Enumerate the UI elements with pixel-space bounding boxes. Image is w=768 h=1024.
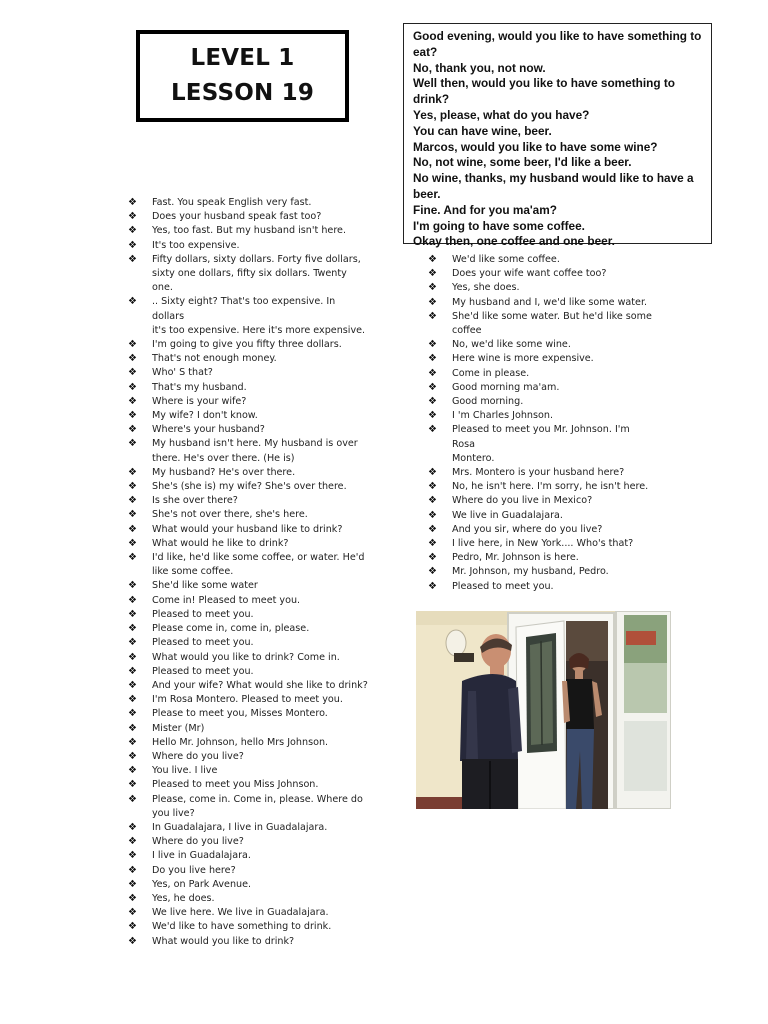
phrase-text-line: there. He's over there. (He is) <box>152 452 295 464</box>
bullet-icon: ❖ <box>128 438 137 450</box>
bullet-icon: ❖ <box>128 509 137 521</box>
phrase-text-line: Fifty dollars, sixty dollars. Forty five dollars, <box>152 253 361 265</box>
phrase-text-line: Hello Mr. Johnson, hello Mrs Johnson. <box>152 736 329 748</box>
bullet-icon: ❖ <box>128 594 137 606</box>
phrase-text-line: Pleased to meet you Miss Johnson. <box>152 779 319 791</box>
phrase-text-line: Where do you live in Mexico? <box>452 495 593 507</box>
bullet-icon: ❖ <box>428 523 437 535</box>
phrase-list-item <box>128 508 368 522</box>
phrase-text-line: like some coffee. <box>152 566 234 578</box>
phrase-text-line: And you sir, where do you live? <box>452 523 603 535</box>
phrase-text-line: No, he isn't here. I'm sorry, he isn't here. <box>452 481 649 493</box>
bullet-icon: ❖ <box>128 694 137 706</box>
phrase-list-item <box>128 537 368 551</box>
phrase-list-item <box>128 608 368 622</box>
bullet-icon: ❖ <box>428 467 437 479</box>
phrase-list-item <box>128 892 368 906</box>
phrase-text-line: She's not over there, she's here. <box>152 509 308 521</box>
phrase-list-item <box>128 295 368 338</box>
bullet-icon: ❖ <box>428 424 437 436</box>
phrase-list-item <box>428 580 653 594</box>
bullet-icon: ❖ <box>128 239 137 251</box>
phrase-list-item <box>428 367 653 381</box>
bullet-icon: ❖ <box>128 523 137 535</box>
phrase-list-item <box>128 693 368 707</box>
phrase-list-item <box>428 296 653 310</box>
phrase-text-line: Where's your husband? <box>152 424 265 436</box>
phrase-list-item <box>428 466 653 480</box>
phrase-list-item <box>128 878 368 892</box>
phrase-list-item <box>128 750 368 764</box>
phrase-text-line: My husband isn't here. My husband is over <box>152 438 358 450</box>
phrase-text-line: She's (she is) my wife? She's over there. <box>152 481 347 493</box>
level-heading: LEVEL 1 <box>190 45 295 71</box>
bullet-icon: ❖ <box>128 225 137 237</box>
phrase-list-item <box>428 281 653 295</box>
phrase-list-item <box>428 423 653 466</box>
phrase-list-item <box>128 466 368 480</box>
bullet-icon: ❖ <box>128 623 137 635</box>
phrase-text-line: Mrs. Montero is your husband here? <box>452 467 625 479</box>
phrase-list-left <box>128 196 368 949</box>
phrase-text-line: Pleased to meet you. <box>152 608 254 620</box>
phrase-text-line: What would you like to drink? <box>152 935 295 947</box>
bullet-icon: ❖ <box>128 765 137 777</box>
bullet-icon: ❖ <box>128 779 137 791</box>
phrase-text-line: I live here, in New York.... Who's that? <box>452 538 634 550</box>
phrase-text-line: Please to meet you, Misses Montero. <box>152 708 328 720</box>
bullet-icon: ❖ <box>128 381 137 393</box>
phrase-text-line: Please come in, come in, please. <box>152 623 310 635</box>
bullet-icon: ❖ <box>128 424 137 436</box>
phrase-list-item <box>428 381 653 395</box>
bullet-icon: ❖ <box>128 466 137 478</box>
phrase-list-item <box>128 906 368 920</box>
phrase-text-line: Yes, too fast. But my husband isn't here. <box>152 225 347 237</box>
phrase-text-line: We live here. We live in Guadalajara. <box>152 907 329 919</box>
phrase-text-line: Where do you live? <box>152 836 244 848</box>
bullet-icon: ❖ <box>428 396 437 408</box>
phrase-text-line: I'm going to give you fifty three dollars. <box>152 339 342 351</box>
phrase-list-item <box>128 849 368 863</box>
bullet-icon: ❖ <box>428 367 437 379</box>
bullet-icon: ❖ <box>428 495 437 507</box>
phrase-text-line: I 'm Charles Johnson. <box>452 410 553 422</box>
phrase-text-line: Please, come in. Come in, please. Where do <box>152 793 363 805</box>
phrase-text-line: Does your husband speak fast too? <box>152 211 322 223</box>
bullet-icon: ❖ <box>128 722 137 734</box>
phrase-list-item <box>128 722 368 736</box>
dialog-line: Well then, would you like to have something to drink? <box>413 76 679 107</box>
phrase-text-line: Mr. Johnson, my husband, Pedro. <box>452 566 609 578</box>
phrase-list-item <box>128 551 368 579</box>
bullet-icon: ❖ <box>428 566 437 578</box>
bullet-icon: ❖ <box>128 708 137 720</box>
phrase-list-item <box>428 494 653 508</box>
bullet-icon: ❖ <box>128 836 137 848</box>
phrase-text-line: Pleased to meet you. <box>452 580 554 592</box>
bullet-icon: ❖ <box>128 339 137 351</box>
phrase-list-item <box>128 707 368 721</box>
phrase-text-line: Montero. <box>452 452 495 464</box>
bullet-icon: ❖ <box>128 935 137 947</box>
dialog-line: No, not wine, some beer, I'd like a beer. <box>413 155 632 170</box>
phrase-text-line: Is she over there? <box>152 495 238 507</box>
phrase-text-line: I live in Guadalajara. <box>152 850 251 862</box>
dialog-line: I'm going to have some coffee. <box>413 218 585 233</box>
phrase-list-item <box>428 551 653 565</box>
phrase-list-item <box>128 224 368 238</box>
bullet-icon: ❖ <box>128 253 137 265</box>
phrase-text-line: Good morning ma'am. <box>452 381 560 393</box>
phrase-text-line: In Guadalajara, I live in Guadalajara. <box>152 821 328 833</box>
dialog-line: Good evening, would you like to have something to <box>413 29 702 43</box>
phrase-text-line: It's too expensive. <box>152 239 240 251</box>
phrase-list-item <box>428 267 653 281</box>
phrase-list-item <box>128 920 368 934</box>
phrase-text-line: We'd like some coffee. <box>452 254 560 265</box>
phrase-list-item <box>128 210 368 224</box>
phrase-text-line: My husband? He's over there. <box>152 466 296 478</box>
phrase-text-line: Pleased to meet you. <box>152 637 254 649</box>
bullet-icon: ❖ <box>428 353 437 365</box>
phrase-text-line: Where is your wife? <box>152 395 247 407</box>
phrase-text-line: you live? <box>152 807 195 819</box>
phrase-list-item <box>128 381 368 395</box>
phrase-text-line: Pedro, Mr. Johnson is here. <box>452 552 579 564</box>
bullet-icon: ❖ <box>428 296 437 308</box>
phrase-text-line: sixty one dollars, fifty six dollars. Twenty one. <box>152 268 347 294</box>
phrase-list-item <box>128 423 368 437</box>
phrase-text-line: What would you like to drink? Come in. <box>152 651 340 663</box>
bullet-icon: ❖ <box>128 367 137 379</box>
bullet-icon: ❖ <box>128 907 137 919</box>
phrase-text-line: That's not enough money. <box>152 353 277 365</box>
phrase-list-item <box>128 579 368 593</box>
phrase-list-item <box>428 352 653 366</box>
phrase-text-line: We'd like to have something to drink. <box>152 921 332 933</box>
phrase-list-item <box>128 409 368 423</box>
phrase-list-item <box>128 594 368 608</box>
phrase-list-item <box>128 864 368 878</box>
phrase-list-item <box>428 395 653 409</box>
phrase-list-item <box>128 523 368 537</box>
phrase-list-item <box>128 679 368 693</box>
phrase-list-item <box>128 821 368 835</box>
phrase-text-line: I'm Rosa Montero. Pleased to meet you. <box>152 694 343 706</box>
phrase-text-line: Come in please. <box>452 367 530 379</box>
bullet-icon: ❖ <box>428 509 437 521</box>
phrase-list-item <box>428 310 653 338</box>
phrase-text-line: Come in! Pleased to meet you. <box>152 594 301 606</box>
dialog-line: eat? <box>413 44 438 59</box>
phrase-text-line: coffee <box>452 325 482 337</box>
bullet-icon: ❖ <box>128 537 137 549</box>
phrase-text-line: Who' S that? <box>152 367 213 379</box>
bullet-icon: ❖ <box>128 552 137 564</box>
bullet-icon: ❖ <box>128 878 137 890</box>
phrase-text-line: Pleased to meet you. <box>152 665 254 677</box>
phrase-list-right <box>428 253 653 594</box>
phrase-text-line: What would he like to drink? <box>152 537 289 549</box>
phrase-list-item <box>428 253 653 267</box>
bullet-icon: ❖ <box>128 637 137 649</box>
phrase-list-item <box>128 764 368 778</box>
phrase-text-line: Do you live here? <box>152 864 236 876</box>
bullet-icon: ❖ <box>128 197 137 208</box>
phrase-text-line: Here wine is more expensive. <box>452 353 594 365</box>
phrase-list-item <box>128 636 368 650</box>
phrase-list-item <box>128 935 368 949</box>
phrase-list-item <box>128 395 368 409</box>
bullet-icon: ❖ <box>428 310 437 322</box>
phrase-list-item <box>428 537 653 551</box>
phrase-list-item <box>128 665 368 679</box>
bullet-icon: ❖ <box>128 679 137 691</box>
dialog-line: No, thank you, not now. <box>413 60 546 75</box>
phrase-list-item <box>128 736 368 750</box>
bullet-icon: ❖ <box>428 339 437 351</box>
bullet-icon: ❖ <box>128 665 137 677</box>
phrase-text-line: That's my husband. <box>152 381 247 393</box>
lesson-heading: LESSON 19 <box>170 80 315 106</box>
phrase-list-item <box>128 651 368 665</box>
phrase-list-item <box>128 778 368 792</box>
bullet-icon: ❖ <box>128 495 137 507</box>
bullet-icon: ❖ <box>128 296 137 308</box>
phrase-list-item <box>128 366 368 380</box>
phrase-text-line: My wife? I don't know. <box>152 410 258 422</box>
phrase-list-item <box>428 523 653 537</box>
phrase-list-item <box>128 239 368 253</box>
bullet-icon: ❖ <box>128 651 137 663</box>
phrase-list-item <box>128 253 368 296</box>
phrase-list-item <box>428 565 653 579</box>
bullet-icon: ❖ <box>428 481 437 493</box>
dialog-line: Yes, please, what do you have? <box>413 107 590 122</box>
bullet-icon: ❖ <box>128 736 137 748</box>
phrase-text-line: Where do you live? <box>152 750 244 762</box>
phrase-text-line: .. Sixty eight? That's too expensive. In dollars <box>152 296 336 322</box>
phrase-text-line: Mister (Mr) <box>152 722 205 734</box>
bullet-icon: ❖ <box>128 864 137 876</box>
bullet-icon: ❖ <box>128 892 137 904</box>
bullet-icon: ❖ <box>428 410 437 422</box>
phrase-list-item <box>128 835 368 849</box>
bullet-icon: ❖ <box>428 254 437 265</box>
phrase-list-item <box>428 509 653 523</box>
dialog-line: You can have wine, beer. <box>413 123 552 138</box>
dialog-line: No wine, thanks, my husband would like to have a <box>413 171 694 186</box>
bullet-icon: ❖ <box>128 211 137 223</box>
dialog-line: Fine. And for you ma'am? <box>413 202 557 217</box>
phrase-text-line: She'd like some water <box>152 580 258 592</box>
bullet-icon: ❖ <box>428 268 437 280</box>
phrase-list-item <box>128 793 368 821</box>
bullet-icon: ❖ <box>128 410 137 422</box>
bullet-icon: ❖ <box>128 821 137 833</box>
bullet-icon: ❖ <box>128 580 137 592</box>
bullet-icon: ❖ <box>428 282 437 294</box>
dialog-box <box>403 23 712 249</box>
bullet-icon: ❖ <box>128 750 137 762</box>
phrase-list-item <box>428 480 653 494</box>
phrase-text-line: Yes, she does. <box>452 282 520 294</box>
bullet-icon: ❖ <box>128 608 137 620</box>
phrase-list-item <box>128 352 368 366</box>
phrase-text-line: And your wife? What would she like to drink? <box>152 679 368 691</box>
phrase-text-line: We live in Guadalajara. <box>452 509 563 521</box>
phrase-text-line: Yes, on Park Avenue. <box>152 878 252 890</box>
bullet-icon: ❖ <box>428 580 437 592</box>
phrase-list-item <box>428 338 653 352</box>
bullet-icon: ❖ <box>128 921 137 933</box>
bullet-icon: ❖ <box>128 353 137 365</box>
phrase-text-line: Fast. You speak English very fast. <box>152 197 312 208</box>
phrase-text-line: Pleased to meet you Mr. Johnson. I'm Rosa <box>452 424 630 450</box>
phrase-text-line: Does your wife want coffee too? <box>452 268 607 280</box>
phrase-text-line: You live. I live <box>152 765 218 777</box>
bullet-icon: ❖ <box>428 552 437 564</box>
bullet-icon: ❖ <box>128 793 137 805</box>
phrase-list-item <box>128 622 368 636</box>
bullet-icon: ❖ <box>128 395 137 407</box>
phrase-text-line: She'd like some water. But he'd like some <box>452 310 652 322</box>
bullet-icon: ❖ <box>128 850 137 862</box>
phrase-text-line: Yes, he does. <box>152 892 215 904</box>
phrase-text-line: My husband and I, we'd like some water. <box>452 296 648 308</box>
bullet-icon: ❖ <box>128 481 137 493</box>
phrase-text-line: No, we'd like some wine. <box>452 339 571 351</box>
phrase-list-item <box>128 196 368 210</box>
phrase-list-item <box>128 480 368 494</box>
phrase-text-line: I'd like, he'd like some coffee, or water. He'd <box>152 552 365 564</box>
dialog-line: Okay then, one coffee and one beer. <box>413 234 615 249</box>
phrase-text-line: Good morning. <box>452 396 524 408</box>
phrase-text-line: What would your husband like to drink? <box>152 523 343 535</box>
dialog-line: Marcos, would you like to have some wine? <box>413 139 658 154</box>
bullet-icon: ❖ <box>428 538 437 550</box>
photo-couple-at-door <box>416 611 671 809</box>
phrase-text-line: it's too expensive. Here it's more expensive. <box>152 324 366 336</box>
phrase-list-item <box>128 437 368 465</box>
phrase-list-item <box>428 409 653 423</box>
bullet-icon: ❖ <box>428 381 437 393</box>
phrase-list-item <box>128 494 368 508</box>
dialog-line: beer. <box>413 186 441 201</box>
phrase-list-item <box>128 338 368 352</box>
lesson-title-box <box>136 30 349 122</box>
